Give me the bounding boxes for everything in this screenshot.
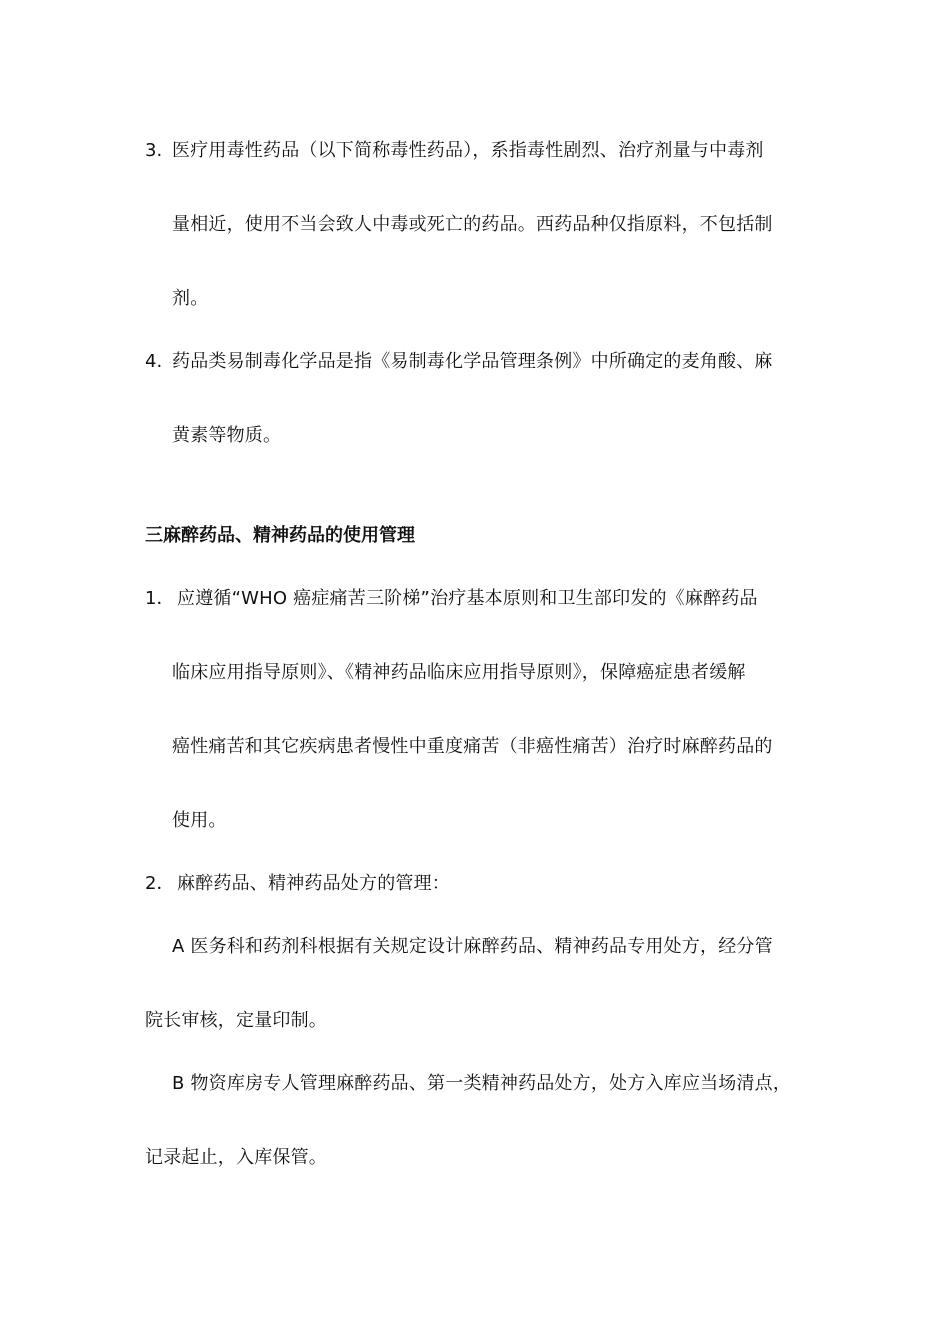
section-item-1-line-2: 临床应用指导原则》、《精神药品临床应用指导原则》，保障癌症患者缓解 <box>172 662 746 683</box>
item-4-line-2: 黄素等物质。 <box>172 425 282 446</box>
item-3-number: 3. <box>145 140 163 161</box>
paragraph-a-line-1: A 医务科和药剂科根据有关规定设计麻醉药品、精神药品专用处方，经分管 <box>172 936 773 957</box>
item-3-line-1: 医疗用毒性药品（以下简称毒性药品），系指毒性剧烈、治疗剂量与中毒剂 <box>172 140 764 161</box>
section-item-1-line-4: 使用。 <box>172 810 227 831</box>
section-item-2-number: 2． <box>145 873 175 894</box>
section-heading: 三麻醉药品、精神药品的使用管理 <box>145 525 415 546</box>
item-3-line-2: 量相近，使用不当会致人中毒或死亡的药品。西药品种仅指原料，不包括制 <box>172 214 773 235</box>
item-4-number: 4. <box>145 351 163 372</box>
section-item-2-title: 麻醉药品、精神药品处方的管理： <box>177 873 450 894</box>
item-4-line-1: 药品类易制毒化学品是指《易制毒化学品管理条例》中所确定的麦角酸、麻 <box>172 351 773 372</box>
item-3-line-3: 剂。 <box>172 288 209 309</box>
section-item-1-line-1: 应遵循“WHO 癌症痛苦三阶梯”治疗基本原则和卫生部印发的《麻醉药品 <box>177 588 758 609</box>
paragraph-b-line-2: 记录起止，入库保管。 <box>145 1147 327 1168</box>
paragraph-b-line-1: B 物资库房专人管理麻醉药品、第一类精神药品处方，处方入库应当场清点， <box>172 1073 792 1094</box>
section-item-1-number: 1． <box>145 588 175 609</box>
section-item-1-line-3: 癌性痛苦和其它疾病患者慢性中重度痛苦（非癌性痛苦）治疗时麻醉药品的 <box>172 736 773 757</box>
paragraph-a-line-2: 院长审核，定量印制。 <box>145 1010 327 1031</box>
